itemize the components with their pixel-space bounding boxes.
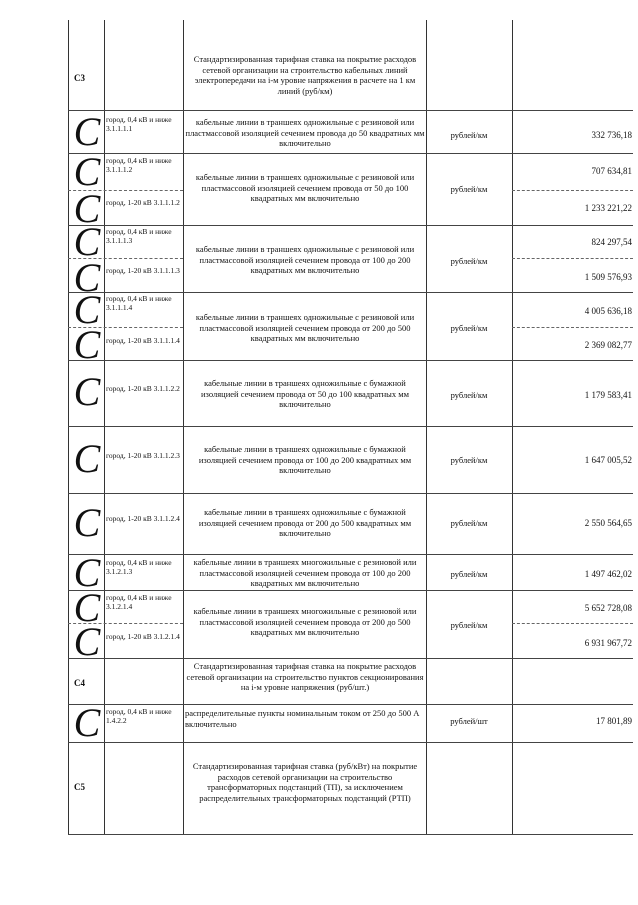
row-unit: рублей/км: [450, 569, 488, 579]
section-description: Стандартизированная тарифная ставка на покрытие расходов сетевой организации на строительство кабельных линий электропередачи на i-м уровне напряжения в расчете на 1 км линий (руб/км): [193, 54, 417, 96]
row-value: 707 634,81: [591, 166, 632, 176]
c-letter: C: [73, 619, 101, 664]
row-value: 2 550 564,65: [584, 518, 632, 528]
row-divider: [68, 225, 633, 226]
row-description: кабельные линии в траншеях одножильные с резиновой или пластмассовой изоляцией сечением провода от 100 до 200 квадратных мм включительно: [195, 244, 415, 275]
table-border-bottom: [68, 834, 633, 835]
c-letter: C: [73, 550, 101, 595]
row-description: распределительные пункты номинальным током от 250 до 500 А включительно: [185, 708, 420, 729]
row-description: кабельные линии в траншеях одножильные с бумажной изоляцией сечением провода от 50 до 100 квадратных мм включительно: [201, 378, 409, 409]
column-divider: [183, 20, 184, 835]
row-value: 4 005 636,18: [584, 306, 632, 316]
row-tag: город, 1-20 кВ 3.1.1.2.2: [106, 384, 180, 393]
row-unit: рублей/км: [450, 390, 488, 400]
c-letter: C: [73, 186, 101, 231]
section-description: Стандартизированная тарифная ставка (руб/кВт) на покрытие расходов сетевой организации на строительство трансформаторных подстанций (ТП), за исключением распределительных трансформаторных подстанций (РТП): [192, 761, 418, 803]
row-value: 1 497 462,02: [584, 569, 632, 579]
row-divider: [68, 426, 633, 427]
sub-row-divider: [512, 623, 633, 624]
c-letter: C: [73, 109, 101, 154]
c-letter: C: [73, 436, 101, 481]
row-divider: [68, 590, 633, 591]
row-value: 1 647 005,52: [584, 455, 632, 465]
row-value: 2 369 082,77: [584, 340, 632, 350]
row-tag: город, 1-20 кВ 3.1.2.1.4: [106, 632, 180, 641]
column-divider: [512, 20, 513, 835]
table-border-left: [68, 20, 69, 835]
row-divider: [68, 110, 633, 111]
section-code: C4: [74, 678, 85, 688]
c-letter: C: [73, 700, 101, 745]
row-value: 1 509 576,93: [584, 272, 632, 282]
c-letter: C: [73, 149, 101, 194]
row-description: кабельные линии в траншеях одножильные с резиновой или пластмассовой изоляцией сечением провода от 200 до 500 квадратных мм включительно: [195, 312, 415, 343]
row-divider: [68, 742, 633, 743]
row-tag: город, 0,4 кВ и ниже 3.1.1.1.2: [106, 156, 172, 174]
row-value: 5 652 728,08: [584, 603, 632, 613]
row-value: 6 931 967,72: [584, 638, 632, 648]
row-tag: город, 0,4 кВ и ниже 3.1.1.1.4: [106, 294, 172, 312]
row-description: кабельные линии в траншеях многожильные с резиновой или пластмассовой изоляцией сечением провода от 200 до 500 квадратных мм включительно: [193, 606, 417, 637]
row-tag: город, 0,4 кВ и ниже 3.1.1.1.3: [106, 227, 172, 245]
row-value: 17 801,89: [596, 716, 632, 726]
column-divider: [426, 20, 427, 835]
row-value: 824 297,54: [591, 237, 632, 247]
row-unit: рублей/км: [450, 455, 488, 465]
c-letter: C: [73, 219, 101, 264]
section-code: C5: [74, 782, 85, 792]
row-tag: город, 1-20 кВ 3.1.1.2.3: [106, 451, 180, 460]
row-divider: [68, 493, 633, 494]
row-unit: рублей/км: [450, 620, 488, 630]
c-letter: C: [73, 585, 101, 630]
row-divider: [68, 153, 633, 154]
row-divider: [68, 658, 633, 659]
row-description: кабельные линии в траншеях одножильные с бумажной изоляцией сечением провода от 200 до 500 квадратных мм включительно: [198, 507, 412, 538]
row-unit: рублей/км: [450, 518, 488, 528]
c-letter: C: [73, 287, 101, 332]
section-description: Стандартизированная тарифная ставка на покрытие расходов сетевой организации на строительство пунктов секционирования на i-м уровне напряжения (руб/шт.): [186, 661, 424, 692]
row-tag: город, 0,4 кВ и ниже 1.4.2.2: [106, 707, 172, 725]
row-divider: [68, 704, 633, 705]
row-tag: город, 1-20 кВ 3.1.1.2.4: [106, 514, 180, 523]
row-description: кабельные линии в траншеях одножильные с резиновой или пластмассовой изоляцией сечением провода до 50 квадратных мм включительно: [185, 117, 425, 148]
row-description: кабельные линии в траншеях одножильные с бумажной изоляцией сечением провода от 100 до 200 квадратных мм включительно: [198, 444, 412, 475]
row-tag: город, 0,4 кВ и ниже 3.1.1.1.1: [106, 115, 172, 133]
row-unit: рублей/км: [450, 323, 488, 333]
row-unit: рублей/км: [450, 256, 488, 266]
c-letter: C: [73, 369, 101, 414]
row-unit: рублей/шт: [450, 716, 488, 726]
row-unit: рублей/км: [450, 184, 488, 194]
row-tag: город, 1-20 кВ 3.1.1.1.4: [106, 336, 180, 345]
row-tag: город, 1-20 кВ 3.1.1.1.3: [106, 266, 180, 275]
row-tag: город, 1-20 кВ 3.1.1.1.2: [106, 198, 180, 207]
c-letter: C: [73, 255, 101, 300]
row-value: 332 736,18: [591, 130, 632, 140]
row-value: 1 179 583,41: [584, 390, 632, 400]
section-code: C3: [74, 73, 85, 83]
row-divider: [68, 292, 633, 293]
row-description: кабельные линии в траншеях многожильные с резиновой или пластмассовой изоляцией сечением провода от 100 до 200 квадратных мм включительно: [193, 557, 417, 588]
row-divider: [68, 554, 633, 555]
row-divider: [68, 360, 633, 361]
c-letter: C: [73, 322, 101, 367]
row-tag: город, 0,4 кВ и ниже 3.1.2.1.4: [106, 593, 172, 611]
row-tag: город, 0,4 кВ и ниже 3.1.2.1.3: [106, 558, 172, 576]
sub-row-divider: [512, 327, 633, 328]
sub-row-divider: [512, 190, 633, 191]
c-letter: C: [73, 500, 101, 545]
row-description: кабельные линии в траншеях одножильные с резиновой или пластмассовой изоляцией сечением провода от 50 до 100 квадратных мм включительно: [195, 172, 415, 203]
row-value: 1 233 221,22: [584, 203, 632, 213]
row-unit: рублей/км: [450, 130, 488, 140]
sub-row-divider: [512, 258, 633, 259]
column-divider: [104, 20, 105, 835]
